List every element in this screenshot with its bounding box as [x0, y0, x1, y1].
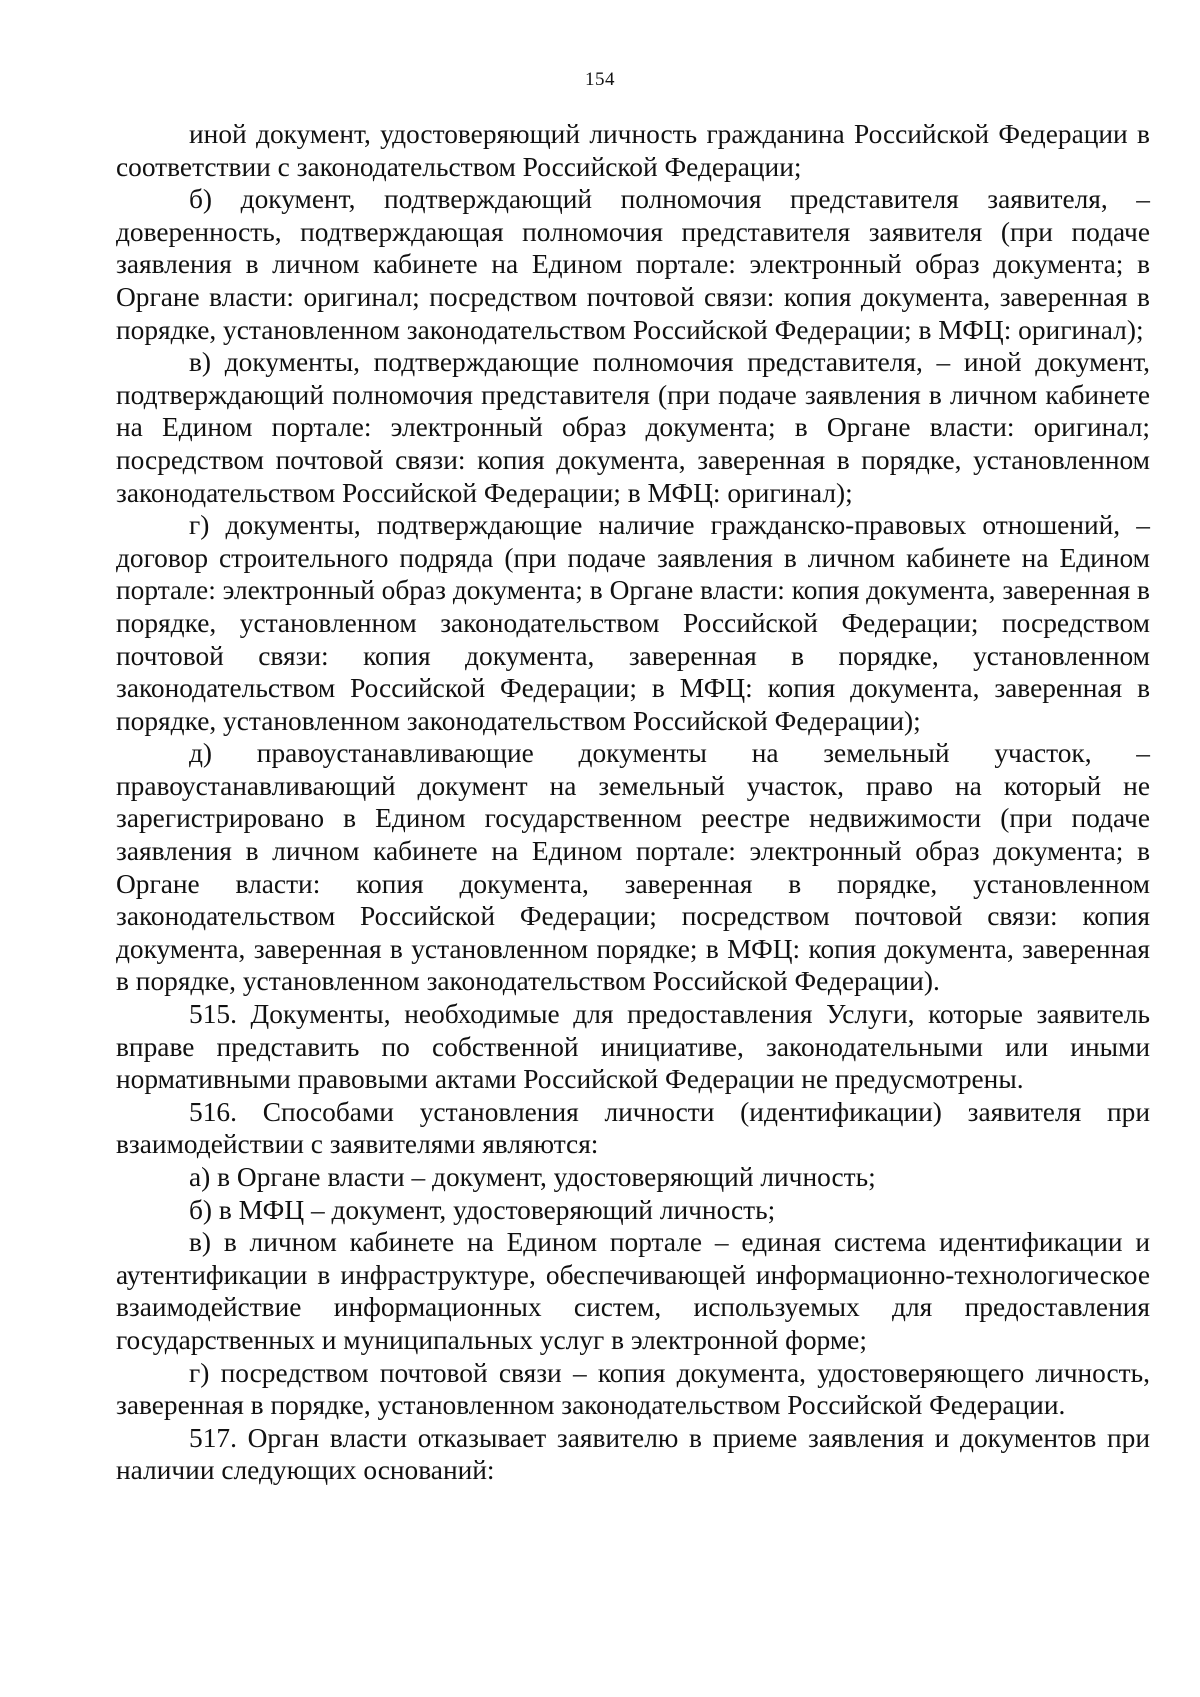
paragraph-516-b: б) в МФЦ – документ, удостоверяющий личность; — [189, 1194, 776, 1225]
paragraph-516: 516. Способами установления личности (идентификации) заявителя при взаимодействии с заявителями являются: — [116, 1096, 1150, 1160]
paragraph-515: 515. Документы, необходимые для предоставления Услуги, которые заявитель вправе представить по собственной инициативе, законодательными или иными нормативными правовыми актами Российской Федерации не предусмотрены. — [116, 999, 1150, 1095]
paragraph-identity-document: иной документ, удостоверяющий личность гражданина Российской Федерации в соответствии с законодательством Российской Федерации; — [116, 119, 1150, 182]
paragraph-516-g: г) посредством почтовой связи – копия документа, удостоверяющего личность, заверенная в порядке, установленном законодательством Российской Федерации. — [116, 1357, 1150, 1421]
paragraph-d-land-title-documents: д) правоустанавливающие документы на земельный участок, – правоустанавливающий документ на земельный участок, право на который не зарегистрировано в Едином государственном реестре недвижимости (при подаче заявления в личном кабинете на Едином портале: электронный образ документа; в Органе власти: копия документа, заверенная в порядке, установленном законодательством Российской Федерации; посредством почтовой связи: копия документа, заверенная в установленном порядке; в МФЦ: копия документа, заверенная в порядке, установленном законодательством Российской Федерации). — [116, 738, 1150, 997]
paragraph-g-civil-law-relations: г) документы, подтверждающие наличие гражданско-правовых отношений, – договор строительного подряда (при подаче заявления в личном кабинете на Едином портале: электронный образ документа; в Органе власти: копия документа, заверенная в порядке, установленном законодательством Российской Федерации; посредством почтовой связи: копия документа, заверенная в порядке, установленном законодательством Российской Федерации; в МФЦ: копия документа, заверенная в порядке, установленном законодательством Российской Федерации); — [116, 510, 1150, 736]
paragraph-516-a: а) в Органе власти – документ, удостоверяющий личность; — [189, 1162, 876, 1192]
paragraph-516-v: в) в личном кабинете на Едином портале – единая система идентификации и аутентификации в инфраструктуре, обеспечивающей информационно-технологическое взаимодействие информационных систем, используемых для предоставления государственных и муниципальных услуг в электронной форме; — [116, 1227, 1150, 1355]
paragraph-v-representative-documents: в) документы, подтверждающие полномочия представителя, – иной документ, подтверждающий полномочия представителя (при подаче заявления в личном кабинете на Едином портале: электронный образ документа; в Органе власти: оригинал; посредством почтовой связи: копия документа, заверенная в порядке, установленном законодательством Российской Федерации; в МФЦ: оригинал); — [116, 347, 1150, 508]
paragraph-b-power-of-attorney: б) документ, подтверждающий полномочия представителя заявителя, – доверенность, подтверждающая полномочия представителя заявителя (при подаче заявления в личном кабинете на Едином портале: электронный образ документа; в Органе власти: оригинал; посредством почтовой связи: копия документа, заверенная в порядке, установленном законодательством Российской Федерации; в МФЦ: оригинал); — [116, 184, 1150, 345]
paragraph-517: 517. Орган власти отказывает заявителю в приеме заявления и документов при наличии следующих оснований: — [116, 1422, 1150, 1486]
page-number: 154 — [585, 69, 615, 90]
document-body — [116, 118, 1150, 1487]
